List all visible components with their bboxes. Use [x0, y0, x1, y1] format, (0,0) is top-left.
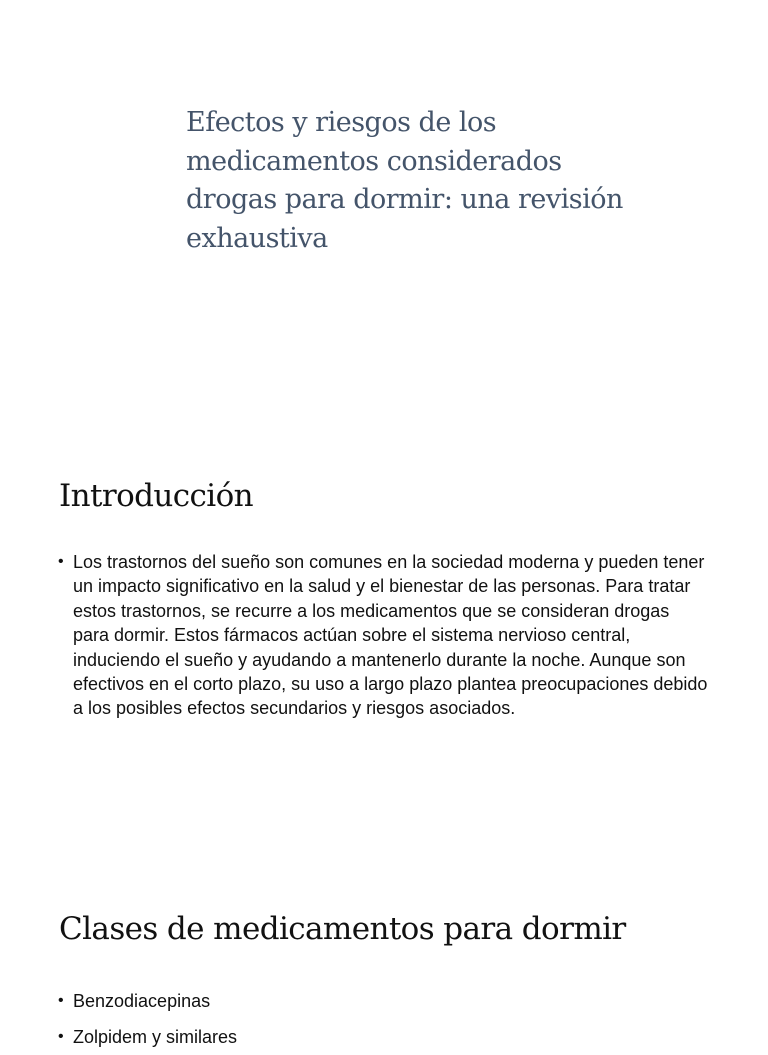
bullet-icon: •	[58, 1028, 64, 1045]
section-heading-introduction: Introducción	[59, 478, 254, 514]
bullet-icon: •	[58, 992, 64, 1009]
bullet-text: Los trastornos del sueño son comunes en la sociedad moderna y pueden tener un impacto significativo en la salud y el bienestar de las personas. Para tratar estos trastornos, se recurre a los medicamentos que se consideran drogas para dormir. Estos fármacos actúan sobre el sistema nervioso central, induciendo el sueño y ayudando a mantenerlo durante la noche. Aunque son efectivos en el corto plazo, su uso a largo plazo plantea preocupaciones debido a los posibles efectos secundarios y riesgos asociados.	[73, 552, 708, 719]
list-item	[58, 983, 708, 1019]
classes-bullet-list	[58, 983, 708, 1055]
section-heading-classes: Clases de medicamentos para dormir	[59, 911, 626, 947]
bullet-text: Zolpidem y similares	[73, 1027, 238, 1047]
document-title: Efectos y riesgos de los medicamentos considerados drogas para dormir: una revisión exhaustiva	[186, 107, 623, 254]
list-item	[58, 550, 708, 721]
bullet-text: Benzodiacepinas	[73, 991, 211, 1011]
list-item	[58, 1019, 708, 1055]
introduction-bullet-list	[58, 550, 708, 721]
bullet-icon: •	[58, 553, 64, 570]
